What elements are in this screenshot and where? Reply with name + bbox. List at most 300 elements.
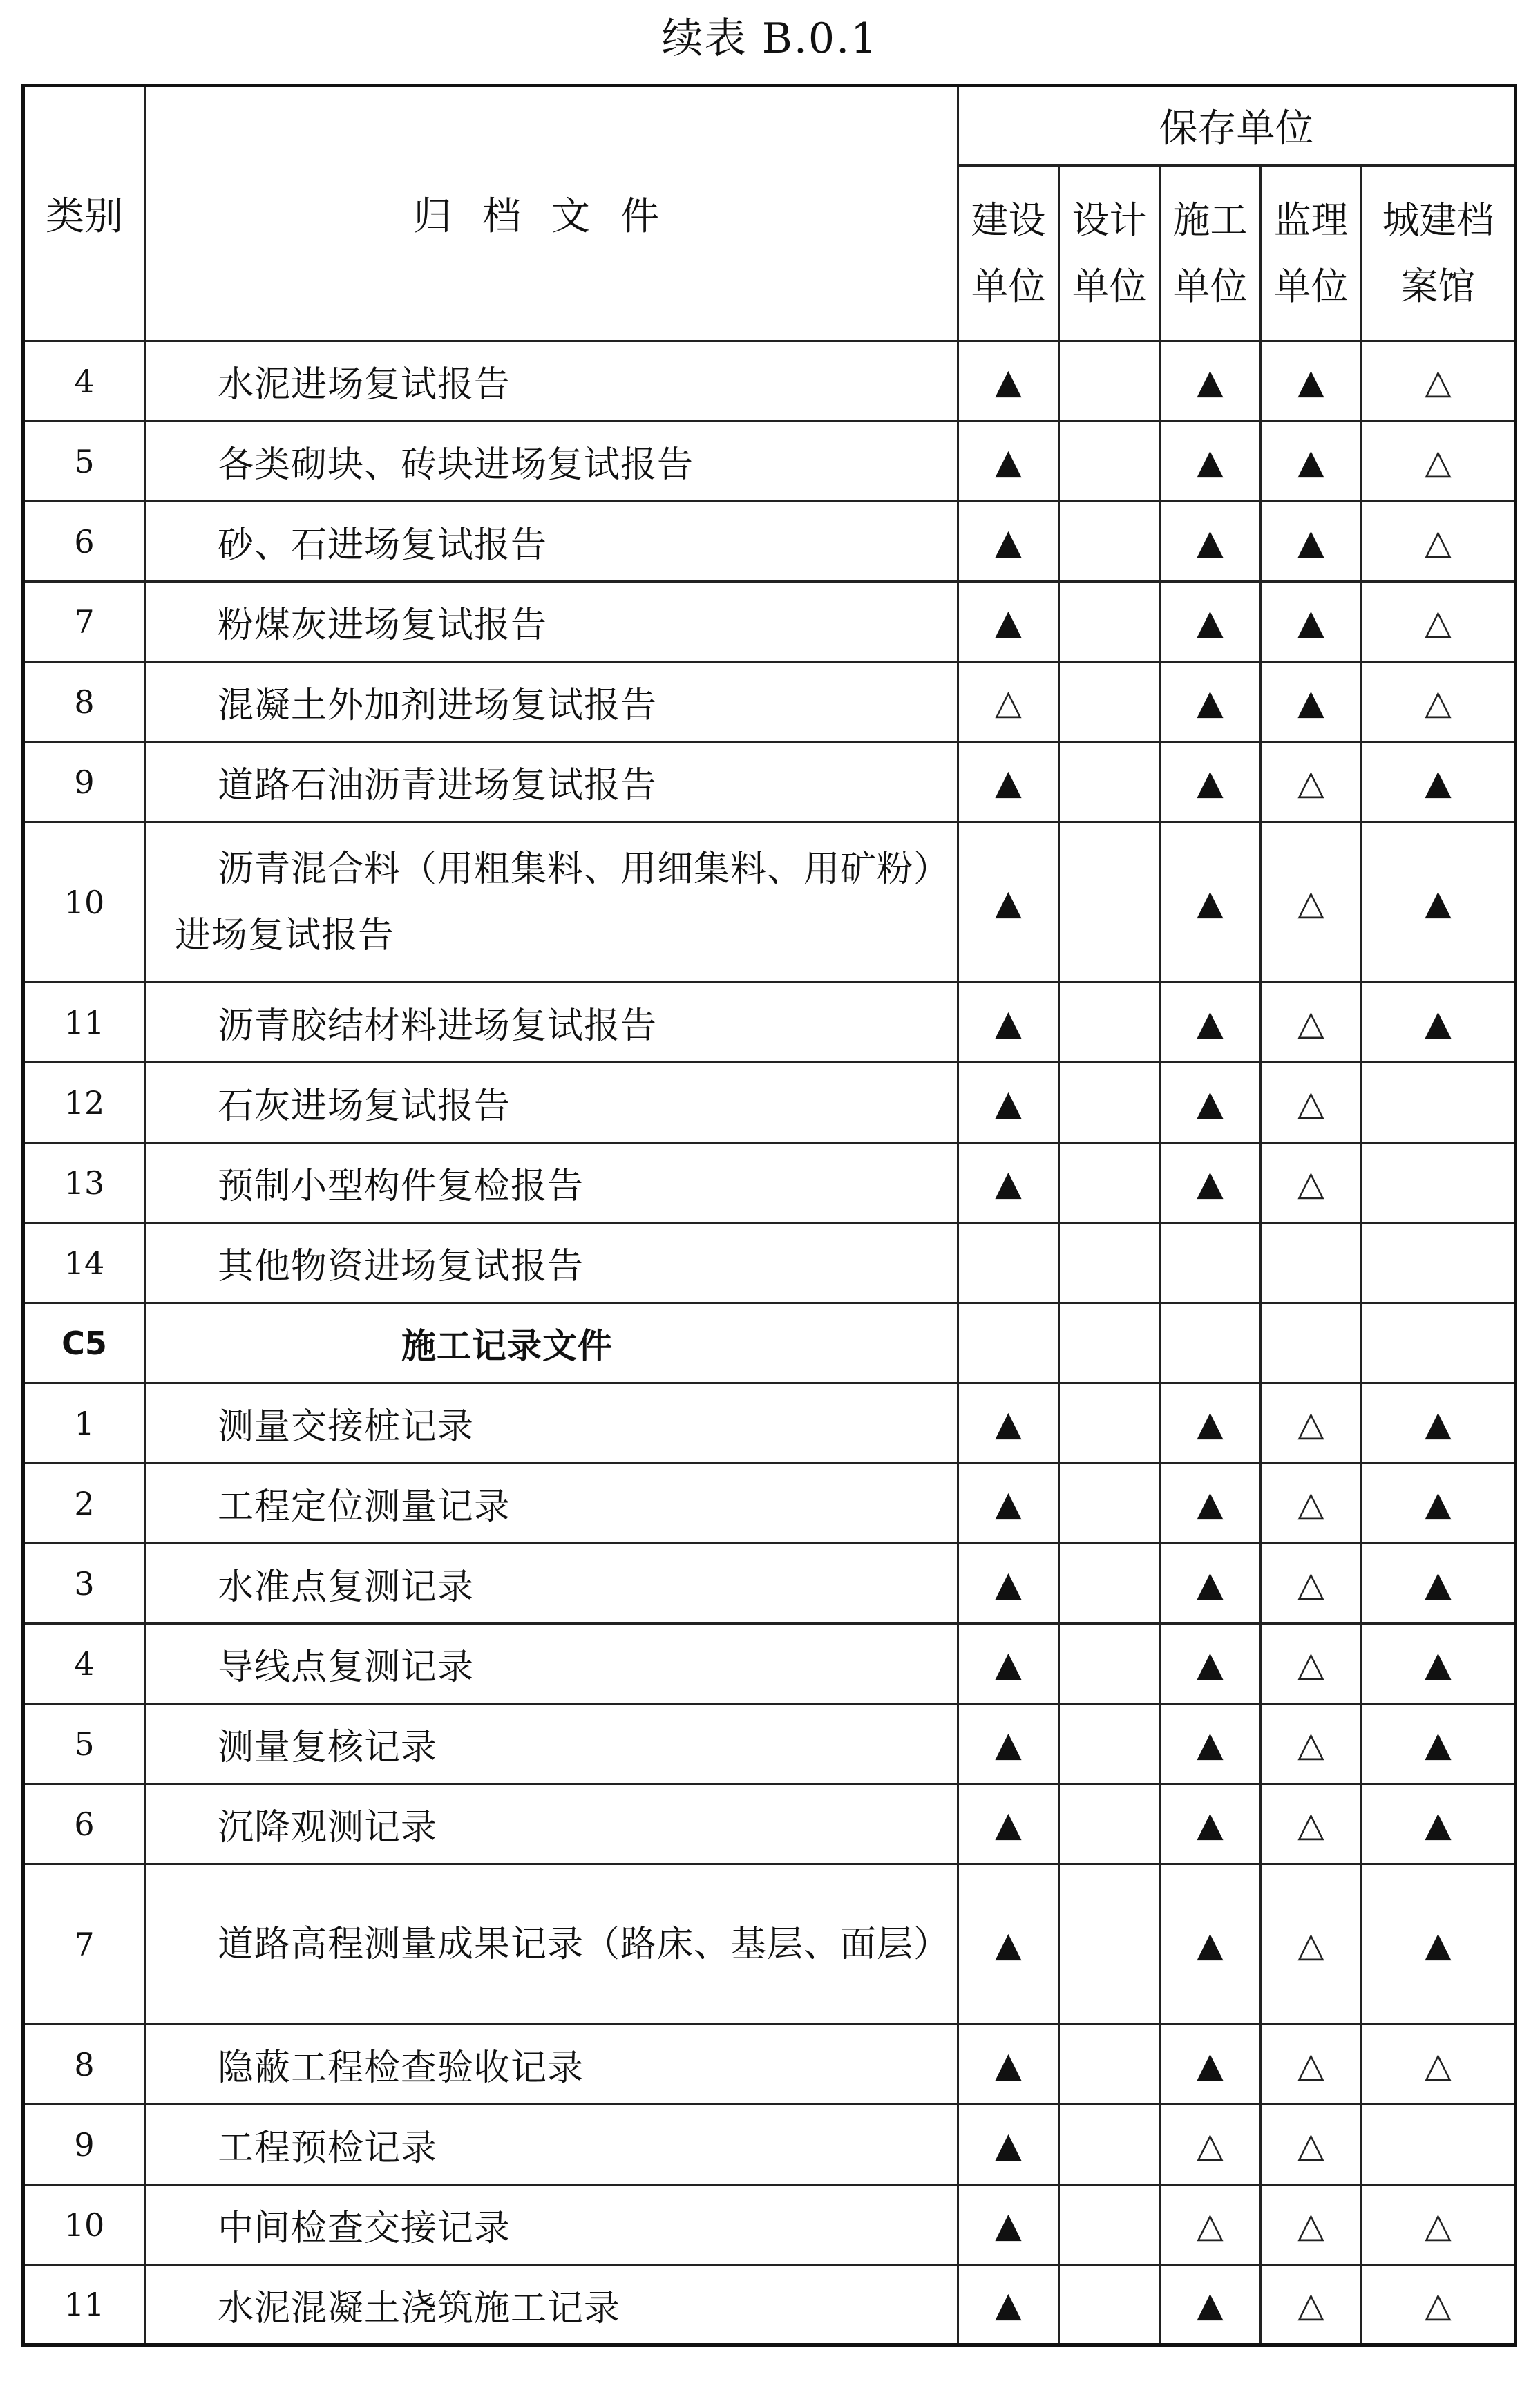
filled-triangle-icon: ▲ — [1297, 361, 1324, 401]
document-name: 沥青胶结材料进场复试报告 — [218, 1005, 658, 1047]
filled-triangle-icon: ▲ — [1197, 601, 1224, 642]
row-document — [145, 1383, 958, 1464]
filled-triangle-icon: ▲ — [1297, 521, 1324, 562]
cell-construction-owner — [958, 2025, 1059, 2105]
open-triangle-icon: △ — [1297, 1643, 1324, 1684]
open-triangle-icon: △ — [1425, 681, 1452, 722]
cell-construction-owner — [958, 1223, 1059, 1303]
filled-triangle-icon: ▲ — [1425, 1403, 1452, 1443]
document-name: 水准点复测记录 — [218, 1566, 475, 1608]
cell-design — [1059, 983, 1160, 1063]
table-row — [23, 422, 1516, 502]
cell-city-archive — [1362, 822, 1516, 983]
table-row — [23, 1624, 1516, 1704]
cell-contractor — [1160, 2105, 1261, 2185]
filled-triangle-icon: ▲ — [1197, 441, 1224, 482]
row-category: 8 — [23, 662, 145, 742]
row-document — [145, 2185, 958, 2265]
row-category: 12 — [23, 1063, 145, 1143]
row-document — [145, 341, 958, 422]
cell-contractor — [1160, 2025, 1261, 2105]
cell-construction-owner — [958, 822, 1059, 983]
filled-triangle-icon: ▲ — [995, 1563, 1022, 1604]
cell-construction-owner — [958, 742, 1059, 822]
cell-city-archive — [1362, 983, 1516, 1063]
table-row — [23, 1223, 1516, 1303]
row-document — [145, 662, 958, 742]
filled-triangle-icon: ▲ — [1197, 1924, 1224, 1964]
filled-triangle-icon: ▲ — [1197, 2284, 1224, 2325]
row-category: 5 — [23, 422, 145, 502]
row-document — [145, 1464, 958, 1544]
cell-supervisor — [1261, 1143, 1362, 1223]
cell-construction-owner — [958, 502, 1059, 582]
cell-city-archive — [1362, 422, 1516, 502]
filled-triangle-icon: ▲ — [995, 761, 1022, 802]
cell-city-archive — [1362, 1864, 1516, 2025]
filled-triangle-icon: ▲ — [995, 1723, 1022, 1764]
cell-contractor — [1160, 742, 1261, 822]
row-category: 8 — [23, 2025, 145, 2105]
cell-city-archive — [1362, 662, 1516, 742]
filled-triangle-icon: ▲ — [1197, 1162, 1224, 1203]
cell-supervisor — [1261, 1544, 1362, 1624]
filled-triangle-icon: ▲ — [1197, 681, 1224, 722]
cell-construction-owner — [958, 662, 1059, 742]
row-document — [145, 1143, 958, 1223]
row-category: 9 — [23, 742, 145, 822]
cell-design — [1059, 1143, 1160, 1223]
filled-triangle-icon: ▲ — [995, 1924, 1022, 1964]
cell-design — [1059, 2265, 1160, 2345]
row-category: 2 — [23, 1464, 145, 1544]
cell-design — [1059, 662, 1160, 742]
cell-city-archive — [1362, 1704, 1516, 1784]
row-category: 4 — [23, 1624, 145, 1704]
cell-supervisor — [1261, 1784, 1362, 1864]
cell-design — [1059, 1223, 1160, 1303]
cell-design — [1059, 1624, 1160, 1704]
archive-table — [21, 84, 1517, 2347]
cell-supervisor — [1261, 502, 1362, 582]
open-triangle-icon: △ — [1425, 2204, 1452, 2245]
row-category: 13 — [23, 1143, 145, 1223]
filled-triangle-icon: ▲ — [1197, 882, 1224, 922]
open-triangle-icon: △ — [1425, 441, 1452, 482]
cell-design — [1059, 422, 1160, 502]
cell-city-archive — [1362, 1464, 1516, 1544]
filled-triangle-icon: ▲ — [1197, 1082, 1224, 1123]
cell-contractor — [1160, 341, 1261, 422]
document-name: 导线点复测记录 — [218, 1647, 475, 1688]
row-document — [145, 2265, 958, 2345]
cell-design — [1059, 1383, 1160, 1464]
open-triangle-icon: △ — [1297, 1002, 1324, 1043]
cell-construction-owner — [958, 1544, 1059, 1624]
cell-design — [1059, 1464, 1160, 1544]
document-name: 施工记录文件 — [401, 1325, 613, 1366]
cell-contractor — [1160, 2185, 1261, 2265]
cell-construction-owner — [958, 2105, 1059, 2185]
table-row — [23, 1784, 1516, 1864]
document-name: 其他物资进场复试报告 — [218, 1246, 584, 1287]
cell-city-archive — [1362, 1143, 1516, 1223]
open-triangle-icon: △ — [1297, 2044, 1324, 2085]
row-category: 3 — [23, 1544, 145, 1624]
table-row — [23, 1864, 1516, 2025]
cell-supervisor — [1261, 1063, 1362, 1143]
row-document — [145, 822, 958, 983]
cell-design — [1059, 582, 1160, 662]
table-header — [23, 86, 1516, 341]
table-row — [23, 1464, 1516, 1544]
row-category: 14 — [23, 1223, 145, 1303]
cell-construction-owner — [958, 1143, 1059, 1223]
row-document — [145, 1544, 958, 1624]
cell-construction-owner — [958, 341, 1059, 422]
cell-contractor — [1160, 1864, 1261, 2025]
cell-contractor — [1160, 1383, 1261, 1464]
open-triangle-icon: △ — [1297, 2124, 1324, 2165]
cell-city-archive — [1362, 1784, 1516, 1864]
row-document — [145, 983, 958, 1063]
table-row — [23, 1383, 1516, 1464]
table-row — [23, 2185, 1516, 2265]
open-triangle-icon: △ — [1297, 1403, 1324, 1443]
open-triangle-icon: △ — [1297, 1924, 1324, 1964]
table-row — [23, 742, 1516, 822]
cell-contractor — [1160, 1143, 1261, 1223]
cell-city-archive — [1362, 2185, 1516, 2265]
row-document — [145, 2025, 958, 2105]
filled-triangle-icon: ▲ — [995, 1803, 1022, 1844]
table-row — [23, 662, 1516, 742]
table-row — [23, 983, 1516, 1063]
table-row — [23, 1704, 1516, 1784]
cell-city-archive — [1362, 2105, 1516, 2185]
header-document: 归档文件 — [145, 86, 958, 341]
cell-design — [1059, 2185, 1160, 2265]
cell-contractor — [1160, 1303, 1261, 1383]
cell-supervisor — [1261, 2105, 1362, 2185]
cell-supervisor — [1261, 341, 1362, 422]
cell-design — [1059, 1704, 1160, 1784]
filled-triangle-icon: ▲ — [995, 2284, 1022, 2325]
cell-supervisor — [1261, 742, 1362, 822]
cell-design — [1059, 1784, 1160, 1864]
filled-triangle-icon: ▲ — [1197, 1803, 1224, 1844]
document-name: 工程定位测量记录 — [218, 1486, 511, 1528]
document-name: 道路高程测量成果记录（路床、基层、面层） — [218, 1923, 951, 1965]
row-category: 11 — [23, 2265, 145, 2345]
row-document — [145, 1223, 958, 1303]
row-category: 1 — [23, 1383, 145, 1464]
open-triangle-icon: △ — [995, 681, 1022, 722]
cell-contractor — [1160, 502, 1261, 582]
cell-supervisor — [1261, 1223, 1362, 1303]
cell-construction-owner — [958, 983, 1059, 1063]
cell-city-archive — [1362, 742, 1516, 822]
cell-supervisor — [1261, 1864, 1362, 2025]
cell-supervisor — [1261, 582, 1362, 662]
document-name: 预制小型构件复检报告 — [218, 1166, 584, 1207]
document-name: 水泥混凝土浇筑施工记录 — [218, 2287, 621, 2329]
row-category: 6 — [23, 1784, 145, 1864]
table-row — [23, 2025, 1516, 2105]
cell-design — [1059, 822, 1160, 983]
filled-triangle-icon: ▲ — [995, 1162, 1022, 1203]
filled-triangle-icon: ▲ — [1197, 2044, 1224, 2085]
open-triangle-icon: △ — [1297, 1082, 1324, 1123]
cell-construction-owner — [958, 2185, 1059, 2265]
filled-triangle-icon: ▲ — [995, 1082, 1022, 1123]
filled-triangle-icon: ▲ — [1425, 1723, 1452, 1764]
table-row — [23, 1143, 1516, 1223]
cell-design — [1059, 1063, 1160, 1143]
open-triangle-icon: △ — [1297, 761, 1324, 802]
row-document — [145, 422, 958, 502]
open-triangle-icon: △ — [1297, 1483, 1324, 1524]
open-triangle-icon: △ — [1297, 882, 1324, 922]
filled-triangle-icon: ▲ — [1297, 681, 1324, 722]
cell-contractor — [1160, 1624, 1261, 1704]
cell-construction-owner — [958, 1303, 1059, 1383]
cell-construction-owner — [958, 2265, 1059, 2345]
cell-construction-owner — [958, 1864, 1059, 2025]
open-triangle-icon: △ — [1197, 2204, 1224, 2245]
table-row — [23, 341, 1516, 422]
document-name: 粉煤灰进场复试报告 — [218, 605, 548, 646]
filled-triangle-icon: ▲ — [995, 2124, 1022, 2165]
document-name: 混凝土外加剂进场复试报告 — [218, 685, 658, 726]
section-title — [145, 1303, 958, 1383]
document-name: 工程预检记录 — [218, 2128, 438, 2169]
row-category: 5 — [23, 1704, 145, 1784]
cell-supervisor — [1261, 1383, 1362, 1464]
cell-construction-owner — [958, 1704, 1059, 1784]
open-triangle-icon: △ — [1197, 2124, 1224, 2165]
document-name: 测量复核记录 — [218, 1727, 438, 1768]
open-triangle-icon: △ — [1425, 361, 1452, 401]
filled-triangle-icon: ▲ — [995, 1643, 1022, 1684]
filled-triangle-icon: ▲ — [1197, 521, 1224, 562]
header-storage-units: 保存单位 — [958, 86, 1516, 166]
row-category: 7 — [23, 1864, 145, 2025]
cell-city-archive — [1362, 1624, 1516, 1704]
open-triangle-icon: △ — [1297, 2204, 1324, 2245]
filled-triangle-icon: ▲ — [995, 882, 1022, 922]
filled-triangle-icon: ▲ — [995, 521, 1022, 562]
open-triangle-icon: △ — [1425, 2044, 1452, 2085]
document-name: 砂、石进场复试报告 — [218, 524, 548, 566]
cell-contractor — [1160, 662, 1261, 742]
filled-triangle-icon: ▲ — [995, 2044, 1022, 2085]
cell-city-archive — [1362, 2025, 1516, 2105]
open-triangle-icon: △ — [1297, 1563, 1324, 1604]
cell-supervisor — [1261, 822, 1362, 983]
document-name: 测量交接桩记录 — [218, 1406, 475, 1448]
table-body — [23, 341, 1516, 2345]
document-name: 各类砌块、砖块进场复试报告 — [218, 444, 694, 486]
filled-triangle-icon: ▲ — [1197, 1002, 1224, 1043]
cell-city-archive — [1362, 2265, 1516, 2345]
row-category: 7 — [23, 582, 145, 662]
row-document — [145, 1624, 958, 1704]
row-category: 10 — [23, 2185, 145, 2265]
filled-triangle-icon: ▲ — [1197, 761, 1224, 802]
filled-triangle-icon: ▲ — [1425, 1002, 1452, 1043]
cell-city-archive — [1362, 502, 1516, 582]
document-name: 中间检查交接记录 — [218, 2208, 511, 2249]
cell-construction-owner — [958, 1624, 1059, 1704]
cell-design — [1059, 1303, 1160, 1383]
filled-triangle-icon: ▲ — [1197, 1403, 1224, 1443]
header-unit-supervisor: 监理 单位 — [1261, 166, 1362, 341]
cell-supervisor — [1261, 2025, 1362, 2105]
row-document — [145, 502, 958, 582]
filled-triangle-icon: ▲ — [1297, 441, 1324, 482]
row-document — [145, 1063, 958, 1143]
row-document — [145, 582, 958, 662]
document-name: 石灰进场复试报告 — [218, 1086, 511, 1127]
header-unit-city-archive: 城建档 案馆 — [1362, 166, 1516, 341]
row-category: 11 — [23, 983, 145, 1063]
filled-triangle-icon: ▲ — [995, 361, 1022, 401]
cell-design — [1059, 2025, 1160, 2105]
cell-city-archive — [1362, 1063, 1516, 1143]
row-category: 4 — [23, 341, 145, 422]
row-document — [145, 1784, 958, 1864]
filled-triangle-icon: ▲ — [995, 1002, 1022, 1043]
row-category: C5 — [23, 1303, 145, 1383]
cell-contractor — [1160, 2265, 1261, 2345]
filled-triangle-icon: ▲ — [1197, 361, 1224, 401]
cell-city-archive — [1362, 1383, 1516, 1464]
open-triangle-icon: △ — [1297, 1162, 1324, 1203]
row-document — [145, 742, 958, 822]
cell-supervisor — [1261, 422, 1362, 502]
table-row — [23, 582, 1516, 662]
cell-contractor — [1160, 422, 1261, 502]
cell-supervisor — [1261, 1464, 1362, 1544]
filled-triangle-icon: ▲ — [995, 1483, 1022, 1524]
filled-triangle-icon: ▲ — [1425, 1563, 1452, 1604]
cell-design — [1059, 742, 1160, 822]
open-triangle-icon: △ — [1425, 521, 1452, 562]
document-name: 隐蔽工程检查验收记录 — [218, 2047, 584, 2089]
row-document — [145, 1864, 958, 2025]
filled-triangle-icon: ▲ — [1197, 1483, 1224, 1524]
open-triangle-icon: △ — [1297, 1803, 1324, 1844]
cell-supervisor — [1261, 1303, 1362, 1383]
table-title: 续表 B.0.1 — [661, 15, 879, 63]
cell-supervisor — [1261, 1704, 1362, 1784]
header-unit-contractor: 施工 单位 — [1160, 166, 1261, 341]
table-row — [23, 1303, 1516, 1383]
cell-supervisor — [1261, 2265, 1362, 2345]
table-row — [23, 2105, 1516, 2185]
filled-triangle-icon: ▲ — [995, 1403, 1022, 1443]
filled-triangle-icon: ▲ — [1197, 1563, 1224, 1604]
row-document — [145, 2105, 958, 2185]
cell-construction-owner — [958, 1464, 1059, 1544]
table-row — [23, 822, 1516, 983]
row-category: 10 — [23, 822, 145, 983]
row-category: 6 — [23, 502, 145, 582]
filled-triangle-icon: ▲ — [1197, 1723, 1224, 1764]
cell-design — [1059, 2105, 1160, 2185]
table-row — [23, 502, 1516, 582]
open-triangle-icon: △ — [1297, 1723, 1324, 1764]
cell-city-archive — [1362, 1223, 1516, 1303]
cell-construction-owner — [958, 1063, 1059, 1143]
cell-city-archive — [1362, 582, 1516, 662]
cell-contractor — [1160, 1464, 1261, 1544]
cell-construction-owner — [958, 1383, 1059, 1464]
table-row — [23, 1544, 1516, 1624]
cell-supervisor — [1261, 2185, 1362, 2265]
table-row — [23, 1063, 1516, 1143]
table-row — [23, 2265, 1516, 2345]
cell-city-archive — [1362, 1303, 1516, 1383]
cell-supervisor — [1261, 1624, 1362, 1704]
open-triangle-icon: △ — [1297, 2284, 1324, 2325]
filled-triangle-icon: ▲ — [995, 441, 1022, 482]
open-triangle-icon: △ — [1425, 601, 1452, 642]
header-unit-design: 设计 单位 — [1059, 166, 1160, 341]
filled-triangle-icon: ▲ — [1425, 761, 1452, 802]
document-name: 沉降观测记录 — [218, 1807, 438, 1848]
filled-triangle-icon: ▲ — [1425, 1803, 1452, 1844]
cell-design — [1059, 1864, 1160, 2025]
filled-triangle-icon: ▲ — [1297, 601, 1324, 642]
filled-triangle-icon: ▲ — [1425, 1483, 1452, 1524]
cell-contractor — [1160, 983, 1261, 1063]
cell-design — [1059, 1544, 1160, 1624]
cell-supervisor — [1261, 662, 1362, 742]
cell-contractor — [1160, 822, 1261, 983]
cell-city-archive — [1362, 1544, 1516, 1624]
cell-contractor — [1160, 1544, 1261, 1624]
cell-supervisor — [1261, 983, 1362, 1063]
filled-triangle-icon: ▲ — [995, 601, 1022, 642]
document-name: 水泥进场复试报告 — [218, 364, 511, 406]
filled-triangle-icon: ▲ — [1425, 882, 1452, 922]
cell-city-archive — [1362, 341, 1516, 422]
header-category: 类别 — [23, 86, 145, 341]
cell-construction-owner — [958, 422, 1059, 502]
filled-triangle-icon: ▲ — [1425, 1924, 1452, 1964]
cell-contractor — [1160, 1704, 1261, 1784]
filled-triangle-icon: ▲ — [1425, 1643, 1452, 1684]
cell-contractor — [1160, 1223, 1261, 1303]
row-document — [145, 1704, 958, 1784]
cell-design — [1059, 341, 1160, 422]
document-name: 道路石油沥青进场复试报告 — [218, 765, 658, 806]
cell-design — [1059, 502, 1160, 582]
row-category: 9 — [23, 2105, 145, 2185]
cell-construction-owner — [958, 582, 1059, 662]
filled-triangle-icon: ▲ — [1197, 1643, 1224, 1684]
open-triangle-icon: △ — [1425, 2284, 1452, 2325]
cell-contractor — [1160, 1063, 1261, 1143]
header-unit-construction-owner: 建设 单位 — [958, 166, 1059, 341]
filled-triangle-icon: ▲ — [995, 2204, 1022, 2245]
cell-contractor — [1160, 582, 1261, 662]
cell-construction-owner — [958, 1784, 1059, 1864]
document-name: 沥青混合料（用粗集料、用细集料、用矿粉）进场复试报告 — [175, 848, 933, 956]
cell-contractor — [1160, 1784, 1261, 1864]
